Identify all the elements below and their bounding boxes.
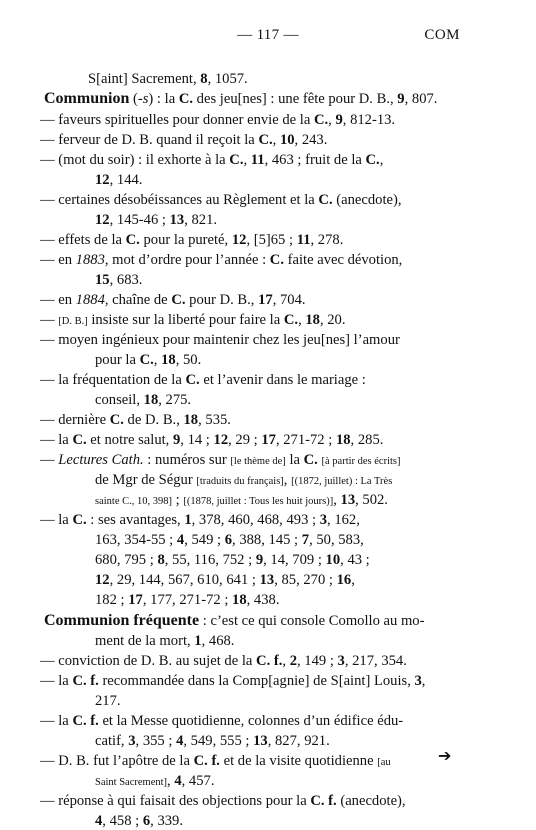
index-ref-bold: C. <box>318 192 333 208</box>
index-line <box>40 511 360 529</box>
index-text: , <box>351 572 355 588</box>
index-text: , 355 ; <box>135 733 177 749</box>
index-line <box>40 151 383 169</box>
editorial-insertion: [à partir des écrits] <box>321 456 401 467</box>
index-line <box>40 652 407 670</box>
index-text: , <box>243 152 251 168</box>
index-ref-bold: C. <box>109 412 124 428</box>
index-ref-bold: 4 <box>174 773 182 789</box>
index-line <box>40 411 231 429</box>
index-text: , <box>167 773 175 789</box>
index-text: S[aint] Sacrement, <box>88 71 201 87</box>
index-text: — la <box>40 512 73 528</box>
index-text: la <box>285 452 304 468</box>
index-text: , 535. <box>198 412 231 428</box>
index-ref-bold: C. f. <box>310 793 337 809</box>
index-line <box>95 732 330 750</box>
index-line <box>95 812 183 830</box>
index-text: , 549 ; <box>184 532 225 548</box>
index-text: 163, 354-55 ; <box>95 532 177 548</box>
index-text: , 275. <box>158 392 192 408</box>
index-ref-bold: 9 <box>397 91 405 107</box>
continue-arrow-icon: ➔ <box>438 748 452 765</box>
index-text: , 217, 354. <box>344 653 407 669</box>
index-text: , 144. <box>109 172 143 188</box>
index-text: de Mgr de Ségur <box>95 472 197 488</box>
index-text: — dernière <box>40 412 110 428</box>
index-text: — la <box>40 713 73 729</box>
index-ref-bold: 18 <box>183 412 199 428</box>
index-heading-line <box>44 612 424 630</box>
index-line <box>40 431 383 449</box>
index-text: 680, 795 ; <box>95 552 158 568</box>
index-ref-bold: C. <box>258 132 273 148</box>
index-ref-bold: 16 <box>336 572 352 588</box>
index-ref-bold: 1 <box>184 512 192 528</box>
index-text: (anecdote), <box>332 192 402 208</box>
index-text: ment de la mort, <box>95 633 195 649</box>
index-text: insiste sur la liberté pour faire la <box>87 312 284 328</box>
index-ref-bold: 18 <box>335 432 351 448</box>
index-text: — moyen ingénieux pour maintenir chez les jeu[nes] l’amour <box>40 332 400 348</box>
index-line <box>40 792 406 810</box>
index-line <box>95 471 392 489</box>
index-line <box>95 491 388 509</box>
index-ref-bold: C. f. <box>193 753 220 769</box>
index-text: , <box>421 673 426 689</box>
index-text: , 827, 921. <box>267 733 330 749</box>
index-text: — la <box>40 432 73 448</box>
index-ref-bold: 8 <box>157 552 165 568</box>
index-ref-bold: 3 <box>128 733 136 749</box>
index-text: , <box>282 653 290 669</box>
index-line <box>95 571 355 589</box>
index-text: , 807. <box>404 91 438 107</box>
index-text: , 85, 270 ; <box>274 572 337 588</box>
index-ref-bold: 17 <box>261 432 276 448</box>
index-text: — la fréquentation de la <box>40 372 186 388</box>
index-text: , 14 ; <box>180 432 214 448</box>
index-ref-bold: 17 <box>258 292 273 308</box>
index-text: : c’est ce qui console Comollo au mo- <box>199 613 425 629</box>
index-text: , 457. <box>181 773 215 789</box>
editorial-insertion: [le thème de] <box>230 456 286 467</box>
index-ref-bold: 6 <box>224 532 233 548</box>
editorial-insertion: [au <box>377 757 391 768</box>
index-ref-bold: C. f. <box>256 653 283 669</box>
index-text: recommandée dans la Comp[agnie] de S[aint] Louis, <box>98 673 415 689</box>
editorial-insertion: [(1872, juillet) : La Très <box>291 476 393 487</box>
index-ref-bold: 18 <box>143 392 159 408</box>
index-text: , <box>333 492 341 508</box>
index-text: : ses avantages, <box>86 512 185 528</box>
index-ref-bold: C. <box>269 252 284 268</box>
index-ref-bold: 8 <box>200 71 208 87</box>
index-text: , 458 ; <box>102 813 143 829</box>
index-text: — certaines désobéissances au Règlement et la <box>40 192 319 208</box>
index-line <box>95 551 370 569</box>
index-line <box>40 251 402 269</box>
index-line <box>40 331 400 349</box>
index-line <box>40 311 346 329</box>
editorial-insertion: Saint Sacrement] <box>95 777 168 788</box>
index-text: , 177, 271-72 ; <box>142 592 233 608</box>
index-ref-bold: 4 <box>95 813 103 829</box>
index-ref-bold: 18 <box>305 312 320 328</box>
index-text: , <box>272 132 280 148</box>
index-line <box>40 231 343 249</box>
index-text: — réponse à qui faisait des objections pour la <box>40 793 311 809</box>
index-ref-bold: 12 <box>95 212 110 228</box>
index-text: — en <box>40 292 76 308</box>
index-line <box>95 692 121 710</box>
editorial-insertion: [(1878, juillet : Tous les huit jours)] <box>183 496 334 507</box>
index-text-italic: 1883 <box>75 252 105 268</box>
index-ref-bold: 9 <box>335 112 343 128</box>
index-ref-bold: C. <box>185 372 200 388</box>
index-text: des jeu[nes] : une fête pour D. B., <box>193 91 398 107</box>
index-ref-bold: 3 <box>337 653 345 669</box>
index-ref-bold: C. <box>125 232 140 248</box>
index-line <box>95 591 279 609</box>
index-ref-bold: C. <box>171 292 186 308</box>
index-ref-bold: 12 <box>213 432 229 448</box>
index-text: , 704. <box>272 292 306 308</box>
index-text: , 55, 116, 752 ; <box>164 552 256 568</box>
index-text: , 145-46 ; <box>109 212 170 228</box>
index-text: : numéros sur <box>143 452 231 468</box>
index-text: ) : la <box>148 91 179 107</box>
index-text: , 278. <box>310 232 344 248</box>
index-heading-line <box>44 90 437 108</box>
index-text-italic: Lectures Cath. <box>58 452 144 468</box>
index-line <box>40 371 366 389</box>
running-head: COM <box>424 27 460 43</box>
index-line <box>40 451 401 469</box>
index-text: , 271-72 ; <box>275 432 336 448</box>
index-ref-bold: 12 <box>231 232 247 248</box>
index-text: catif, <box>95 733 129 749</box>
editorial-insertion: [traduits du français] <box>196 476 284 487</box>
index-text: et la Messe quotidienne, colonnes d’un édifice édu- <box>98 713 404 729</box>
index-text: , 29, 144, 567, 610, 641 ; <box>109 572 260 588</box>
index-text: , [5]65 ; <box>246 232 297 248</box>
index-text: ; <box>172 492 184 508</box>
index-ref-bold: 9 <box>172 432 181 448</box>
index-text: de D. B., <box>123 412 184 428</box>
index-text: , 339. <box>150 813 183 829</box>
index-headword: Communion fréquente <box>44 612 200 629</box>
index-ref-bold: 1 <box>194 633 202 649</box>
index-text: — effets de la <box>40 232 126 248</box>
index-ref-bold: C. <box>139 352 154 368</box>
index-ref-bold: 10 <box>279 132 295 148</box>
index-text: , 683. <box>109 272 143 288</box>
index-line <box>95 271 142 289</box>
index-text: , 14, 709 ; <box>263 552 326 568</box>
index-ref-bold: 3 <box>319 512 328 528</box>
index-text: , 549, 555 ; <box>183 733 254 749</box>
index-line <box>40 131 327 149</box>
index-line <box>88 70 248 88</box>
index-text: , <box>298 312 306 328</box>
index-text: , 812-13. <box>342 112 396 128</box>
index-text: — faveurs spirituelles pour donner envie de la <box>40 112 314 128</box>
index-text: — <box>40 452 59 468</box>
index-text: , 378, 460, 468, 493 ; <box>191 512 320 528</box>
index-text: , 50, 583, <box>309 532 364 548</box>
index-line <box>95 171 142 189</box>
index-ref-bold: C. <box>283 312 299 328</box>
index-line <box>40 111 395 129</box>
index-text: 182 ; <box>95 592 129 608</box>
index-text: , 388, 145 ; <box>232 532 302 548</box>
index-text: , 502. <box>355 492 388 508</box>
index-ref-bold: 18 <box>232 592 247 608</box>
index-text: — <box>40 312 59 328</box>
index-text: , 149 ; <box>296 653 338 669</box>
index-ref-bold: 2 <box>289 653 297 669</box>
index-ref-bold: 9 <box>255 552 264 568</box>
index-ref-bold: C. <box>303 452 318 468</box>
index-text-italic: -s <box>137 91 149 107</box>
index-ref-bold: C. f. <box>72 673 99 689</box>
index-ref-bold: C. f. <box>72 713 99 729</box>
index-text: (anecdote), <box>336 793 406 809</box>
index-text: ( <box>129 91 138 107</box>
index-ref-bold: 13 <box>169 212 185 228</box>
index-ref-bold: 18 <box>161 352 176 368</box>
index-text: 217. <box>95 693 121 709</box>
index-text: — en <box>40 252 76 268</box>
index-text: , <box>328 112 336 128</box>
index-headword: Communion <box>44 90 130 107</box>
index-ref-bold: C. <box>72 432 87 448</box>
index-text: , 29 ; <box>228 432 262 448</box>
index-line <box>40 712 403 730</box>
index-text: , 438. <box>246 592 280 608</box>
index-text: , 162, <box>327 512 360 528</box>
index-text: pour D. B., <box>185 292 259 308</box>
index-text: et l’avenir dans le mariage : <box>199 372 366 388</box>
index-ref-bold: 11 <box>296 232 311 248</box>
index-ref-bold: C. <box>229 152 244 168</box>
index-text: , 243. <box>294 132 328 148</box>
index-text: — ferveur de D. B. quand il reçoit la <box>40 132 259 148</box>
page-number: — 117 — <box>237 27 299 43</box>
index-line <box>95 531 364 549</box>
index-text: , 20. <box>319 312 346 328</box>
index-text: pour la pureté, <box>139 232 232 248</box>
index-line <box>95 772 214 790</box>
index-ref-bold: 12 <box>95 172 110 188</box>
index-text: pour la <box>95 352 140 368</box>
index-text: , 1057. <box>207 71 248 87</box>
index-text: , 43 ; <box>340 552 370 568</box>
editorial-insertion: sainte C., 10, 398] <box>95 496 172 507</box>
index-line <box>95 632 234 650</box>
editorial-insertion: [D. B.] <box>58 316 88 327</box>
index-text: — (mot du soir) : il exhorte à la <box>40 152 230 168</box>
index-text: — D. B. fut l’apôtre de la <box>40 753 194 769</box>
index-ref-bold: C. <box>178 91 194 107</box>
index-text: , 468. <box>201 633 235 649</box>
index-text: , 821. <box>184 212 218 228</box>
index-text: — conviction de D. B. au sujet de la <box>40 653 257 669</box>
index-text: — la <box>40 673 73 689</box>
index-text: , mot d’ordre pour l’année : <box>104 252 270 268</box>
index-text-italic: 1884 <box>75 292 105 308</box>
index-ref-bold: 7 <box>301 532 310 548</box>
index-text: , 50. <box>175 352 202 368</box>
index-ref-bold: 17 <box>128 592 143 608</box>
index-text: , chaîne de <box>104 292 172 308</box>
index-line <box>40 752 391 770</box>
index-text: , <box>379 152 384 168</box>
index-line <box>40 291 306 309</box>
index-text: , <box>153 352 162 368</box>
index-ref-bold: 13 <box>253 733 268 749</box>
index-line <box>40 191 401 209</box>
index-ref-bold: 10 <box>325 552 341 568</box>
index-ref-bold: 11 <box>250 152 265 168</box>
index-ref-bold: 13 <box>259 572 275 588</box>
index-ref-bold: 13 <box>340 492 356 508</box>
index-text: , <box>283 472 292 488</box>
index-ref-bold: C. <box>72 512 87 528</box>
index-ref-bold: 15 <box>95 272 110 288</box>
index-ref-bold: 6 <box>142 813 151 829</box>
index-text: et notre salut, <box>86 432 173 448</box>
index-text: faite avec dévotion, <box>284 252 403 268</box>
index-ref-bold: 3 <box>414 673 422 689</box>
index-ref-bold: C. <box>313 112 329 128</box>
index-ref-bold: 12 <box>95 572 110 588</box>
index-ref-bold: 4 <box>176 532 185 548</box>
index-text: , 285. <box>350 432 384 448</box>
index-line <box>95 391 191 409</box>
index-text: conseil, <box>95 392 144 408</box>
index-text: , 463 ; fruit de la <box>264 152 366 168</box>
index-ref-bold: C. <box>365 152 380 168</box>
index-line <box>40 672 425 690</box>
index-line <box>95 211 217 229</box>
index-text: et de la visite quotidienne <box>219 753 378 769</box>
index-ref-bold: 4 <box>176 733 184 749</box>
index-line <box>95 351 201 369</box>
